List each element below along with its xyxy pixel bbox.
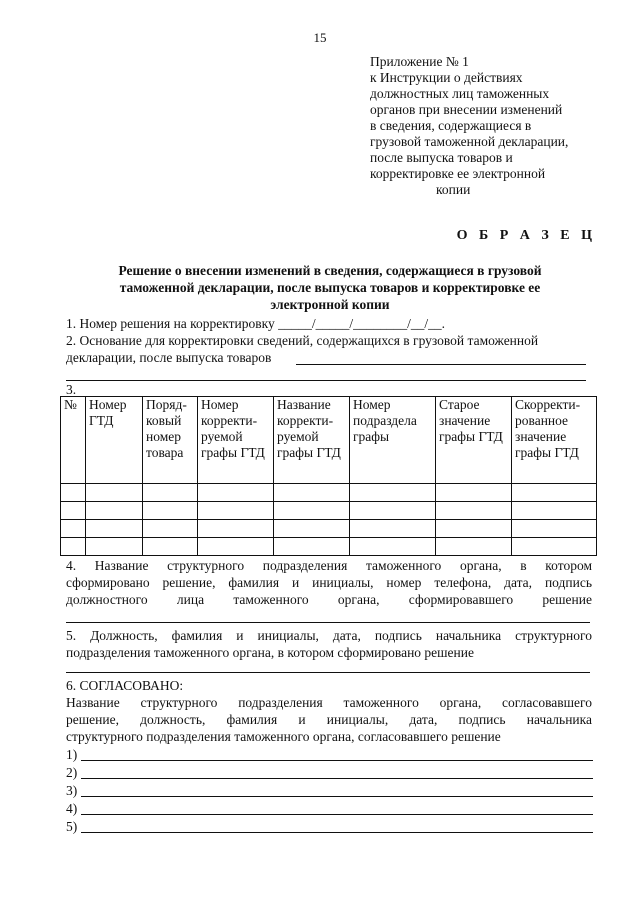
signature-label: 2) — [66, 765, 78, 780]
item-4-line-2: сформировано решение, фамилия и инициалы, номер телефона, дата, подпись — [66, 575, 592, 590]
table-cell[interactable] — [198, 520, 274, 538]
table-cell[interactable] — [143, 502, 198, 520]
appendix-line: должностных лиц таможенных — [370, 86, 550, 101]
table-cell[interactable] — [436, 502, 512, 520]
signature-line[interactable] — [81, 814, 593, 815]
title-line: электронной копии — [270, 297, 390, 312]
signature-line[interactable] — [81, 796, 593, 797]
table-cell[interactable] — [512, 502, 597, 520]
table-cell[interactable] — [143, 484, 198, 502]
table-header-cell: Скорректи-рованное значение графы ГТД — [512, 397, 597, 484]
table-cell[interactable] — [61, 538, 86, 556]
table-cell[interactable] — [143, 538, 198, 556]
table-cell[interactable] — [198, 484, 274, 502]
table-row — [61, 484, 597, 502]
item-2-line-2: декларации, после выпуска товаров — [66, 350, 272, 365]
item-4-line-1: 4. Название структурного подразделения таможенного органа, в котором — [66, 558, 592, 573]
table-cell[interactable] — [436, 538, 512, 556]
table-header-cell: Поряд-ковый номер товара — [143, 397, 198, 484]
page-number: 15 — [313, 30, 327, 45]
item-5-fill-line — [66, 672, 590, 673]
signature-line[interactable] — [81, 778, 593, 779]
signature-line[interactable] — [81, 760, 593, 761]
table-cell[interactable] — [350, 502, 436, 520]
table-cell[interactable] — [143, 520, 198, 538]
item-4-line-3: должностного лица таможенного органа, сформировавшего решение — [66, 592, 592, 607]
appendix-line: к Инструкции о действиях — [370, 70, 523, 85]
table-cell[interactable] — [61, 502, 86, 520]
table-cell[interactable] — [86, 484, 143, 502]
appendix-line: после выпуска товаров и — [370, 150, 513, 165]
appendix-block — [370, 54, 610, 198]
signature-label: 5) — [66, 819, 78, 834]
appendix-line: корректировке ее электронной — [370, 166, 546, 181]
item-6-line-2: решение, должность, фамилия и инициалы, дата, подпись начальника — [66, 712, 592, 727]
item-6-heading: 6. СОГЛАСОВАНО: — [66, 678, 184, 693]
title-line: таможенной декларации, после выпуска товаров и корректировке ее — [119, 280, 541, 295]
appendix-line: органов при внесении изменений — [370, 102, 563, 117]
title-line: Решение о внесении изменений в сведения, содержащиеся в грузовой — [118, 263, 542, 278]
table-header-cell: Номер корректи-руемой графы ГТД — [198, 397, 274, 484]
item-6-line-3: структурного подразделения таможенного органа, согласовавшего решение — [66, 729, 501, 744]
table-cell[interactable] — [512, 520, 597, 538]
table-cell[interactable] — [86, 520, 143, 538]
item-2-fill-line-extra — [66, 380, 586, 381]
table-row — [61, 502, 597, 520]
table-header-cell: Номер ГТД — [86, 397, 143, 484]
item-5-line-1: 5. Должность, фамилия и инициалы, дата, подпись начальника структурного — [66, 628, 592, 643]
table-header-cell: Номер подраздела графы — [350, 397, 436, 484]
table-row — [61, 538, 597, 556]
appendix-line: копии — [436, 182, 471, 197]
table-cell[interactable] — [350, 520, 436, 538]
table-cell[interactable] — [350, 538, 436, 556]
document-title — [80, 262, 580, 313]
sample-label: О Б Р А З Е Ц — [456, 228, 596, 243]
table-cell[interactable] — [198, 502, 274, 520]
table-cell[interactable] — [274, 484, 350, 502]
appendix-heading: Приложение № 1 — [370, 54, 469, 69]
table-cell[interactable] — [350, 484, 436, 502]
table-cell[interactable] — [61, 520, 86, 538]
appendix-line: в сведения, содержащиеся в — [370, 118, 532, 133]
corrections-table — [60, 396, 597, 556]
item-1-decision-number: 1. Номер решения на корректировку _____/_____/________/__/__. — [66, 316, 446, 331]
signature-label: 3) — [66, 783, 78, 798]
signature-line[interactable] — [81, 832, 593, 833]
table-header-cell: Старое значение графы ГТД — [436, 397, 512, 484]
table-cell[interactable] — [512, 484, 597, 502]
table-cell[interactable] — [198, 538, 274, 556]
table-row — [61, 520, 597, 538]
table-cell[interactable] — [436, 484, 512, 502]
table-cell[interactable] — [436, 520, 512, 538]
table-header-cell: Название корректи-руемой графы ГТД — [274, 397, 350, 484]
signature-label: 4) — [66, 801, 78, 816]
table-header-cell: № — [61, 397, 86, 484]
table-cell[interactable] — [274, 502, 350, 520]
table-cell[interactable] — [61, 484, 86, 502]
table-header-row — [61, 397, 597, 484]
table-cell[interactable] — [86, 538, 143, 556]
item-2-line-1: 2. Основание для корректировки сведений, содержащихся в грузовой таможенной — [66, 333, 539, 348]
item-5-line-2: подразделения таможенного органа, в котором сформировано решение — [66, 645, 474, 660]
table-cell[interactable] — [274, 520, 350, 538]
item-4-fill-line — [66, 622, 590, 623]
table-cell[interactable] — [274, 538, 350, 556]
table-cell[interactable] — [86, 502, 143, 520]
signature-label: 1) — [66, 747, 78, 762]
appendix-line: грузовой таможенной декларации, — [370, 134, 569, 149]
table-cell[interactable] — [512, 538, 597, 556]
item-6-line-1: Название структурного подразделения таможенного органа, согласовавшего — [66, 695, 592, 710]
item-3-label: 3. — [66, 382, 77, 397]
item-2-fill-line — [296, 364, 586, 365]
